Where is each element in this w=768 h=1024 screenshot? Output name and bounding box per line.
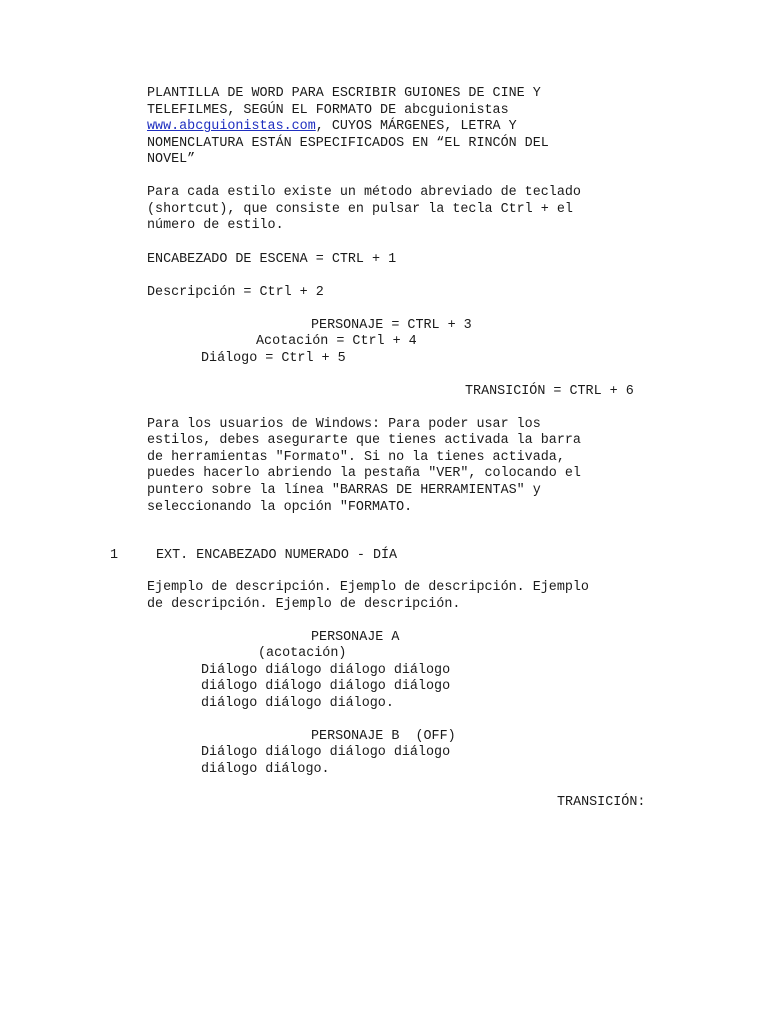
windows-line-2: estilos, debes asegurarte que tienes activada la barra [147,433,581,449]
shortcut-line-3: número de estilo. [147,218,284,234]
dialogue-a-line-1: Diálogo diálogo diálogo diálogo [201,662,451,678]
style-character: PERSONAJE = CTRL + 3 [311,317,472,333]
intro-line-2: TELEFILMES, SEGÚN EL FORMATO DE abcguionistas [147,102,509,118]
style-description: Descripción = Ctrl + 2 [147,284,324,300]
dialogue-b-line-1: Diálogo diálogo diálogo diálogo [201,745,451,761]
style-dialogue: Diálogo = Ctrl + 5 [201,350,346,366]
abcguionistas-link[interactable]: www.abcguionistas.com [147,119,316,135]
intro-line-3-rest: , CUYOS MÁRGENES, LETRA Y [315,119,517,135]
windows-line-6: seleccionando la opción "FORMATO. [147,499,413,515]
intro-line-5: NOVEL” [147,152,196,168]
shortcut-line-1: Para cada estilo existe un método abreviado de teclado [147,185,581,200]
windows-line-4: puedes hacerlo abriendo la pestaña "VER", colocando el [147,466,581,482]
dialogue-b-line-2: diálogo diálogo. [201,761,330,777]
style-parenthetical: Acotación = Ctrl + 4 [256,334,417,350]
parenthetical-a: (acotación) [258,646,347,662]
scene-number: 1 [110,547,119,563]
dialogue-a-line-2: diálogo diálogo diálogo diálogo [201,679,451,695]
style-transition: TRANSICIÓN = CTRL + 6 [465,383,634,399]
windows-line-5: puntero sobre la línea "BARRAS DE HERRAMIENTAS" y [147,482,541,498]
dialogue-a-line-3: diálogo diálogo diálogo. [201,695,394,711]
intro-line-1: PLANTILLA DE WORD PARA ESCRIBIR GUIONES DE CINE Y [147,86,541,101]
intro-line-4: NOMENCLATURA ESTÁN ESPECIFICADOS EN “EL RINCÓN DEL [147,135,549,151]
shortcut-line-2: (shortcut), que consiste en pulsar la tecla Ctrl + el [147,201,573,217]
intro-line-3 [147,119,517,136]
example-description-line-2: de descripción. Ejemplo de descripción. [147,596,461,612]
example-description-line-1: Ejemplo de descripción. Ejemplo de descripción. Ejemplo [147,580,589,595]
character-b: PERSONAJE B (OFF) [311,728,456,744]
example-scene-heading: EXT. ENCABEZADO NUMERADO - DÍA [156,547,398,563]
windows-line-1: Para los usuarios de Windows: Para poder usar los [147,416,541,432]
example-transition: TRANSICIÓN: [557,795,646,810]
windows-line-3: de herramientas "Formato". Si no la tienes activada, [147,449,565,465]
style-scene-heading: ENCABEZADO DE ESCENA = CTRL + 1 [147,251,397,267]
character-a: PERSONAJE A [311,629,400,645]
